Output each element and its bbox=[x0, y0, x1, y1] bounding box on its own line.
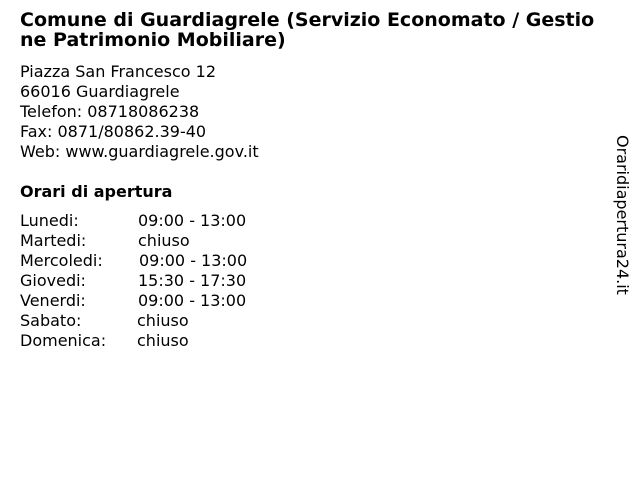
time-value: 09:00 - 13:00 bbox=[138, 211, 247, 230]
postal-city: 66016 Guardiagrele bbox=[20, 82, 180, 101]
page-title: Comune di Guardiagrele (Servizio Economato / Gestione Patrimonio Mobiliare) bbox=[20, 9, 595, 51]
time-value: chiuso bbox=[137, 311, 189, 330]
opening-hours-heading: Orari di apertura bbox=[20, 182, 173, 201]
hours-row-domenica bbox=[20, 331, 600, 351]
time-value: chiuso bbox=[138, 231, 190, 250]
time-value: 15:30 - 17:30 bbox=[138, 271, 247, 290]
hours-row-sabato bbox=[20, 311, 600, 331]
day-label: Domenica: bbox=[20, 331, 107, 350]
day-label: Lunedi: bbox=[20, 211, 79, 230]
phone-number: Telefon: 08718086238 bbox=[20, 102, 200, 121]
time-value: chiuso bbox=[137, 331, 189, 350]
hours-row-lunedi bbox=[20, 211, 600, 231]
fax-number: Fax: 0871/80862.39-40 bbox=[20, 122, 207, 141]
address-block bbox=[20, 62, 600, 162]
opening-hours-table bbox=[20, 211, 600, 351]
day-label: Martedi: bbox=[20, 231, 87, 250]
website: Web: www.guardiagrele.gov.it bbox=[20, 142, 259, 161]
day-label: Venerdi: bbox=[20, 291, 86, 310]
hours-row-mercoledi bbox=[20, 251, 600, 271]
street-address: Piazza San Francesco 12 bbox=[20, 62, 216, 81]
day-label: Mercoledi: bbox=[20, 251, 103, 270]
hours-row-giovedi bbox=[20, 271, 600, 291]
day-label: Giovedi: bbox=[20, 271, 86, 290]
day-label: Sabato: bbox=[20, 311, 82, 330]
company-card bbox=[20, 10, 600, 351]
hours-row-venerdi bbox=[20, 291, 600, 311]
time-value: 09:00 - 13:00 bbox=[138, 291, 247, 310]
time-value: 09:00 - 13:00 bbox=[139, 251, 248, 270]
hours-row-martedi bbox=[20, 231, 600, 251]
site-watermark: Oraridiapertura24.it bbox=[613, 135, 632, 295]
